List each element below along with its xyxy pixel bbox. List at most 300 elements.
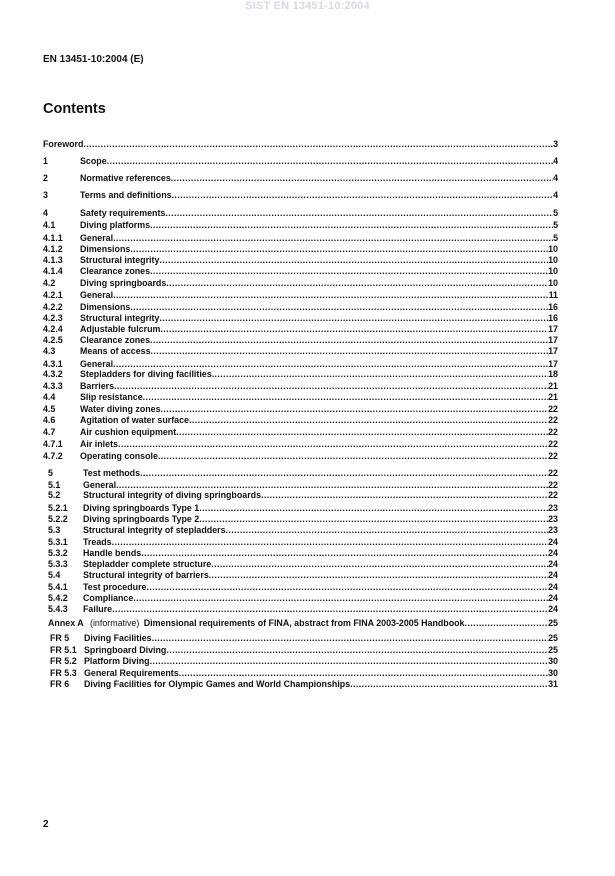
toc-entry-number: 5.4.3 bbox=[48, 604, 68, 614]
toc-entry-page: 23 bbox=[548, 525, 558, 535]
toc-entry-line bbox=[80, 381, 558, 392]
toc-entry-title bbox=[80, 451, 158, 462]
toc-entry-title bbox=[83, 570, 209, 581]
toc-entry[interactable] bbox=[0, 427, 615, 438]
toc-entry[interactable] bbox=[0, 548, 615, 559]
toc-entry-title bbox=[83, 548, 141, 559]
toc-entry-title bbox=[84, 656, 150, 667]
toc-entry-label: Operating console bbox=[80, 451, 158, 461]
toc-entry-number: FR 5.1 bbox=[50, 645, 77, 655]
toc-entry-line bbox=[80, 156, 558, 167]
toc-entry-page: 25 bbox=[548, 618, 558, 628]
toc-entry[interactable] bbox=[0, 369, 615, 380]
toc-entry-line bbox=[80, 233, 558, 244]
toc-entry-label: Slip resistance bbox=[80, 392, 143, 402]
toc-entry-line bbox=[83, 468, 558, 479]
toc-entry-number: FR 5 bbox=[50, 633, 70, 643]
toc-entry-label: Dimensions bbox=[80, 302, 131, 312]
toc-entry-label: Structural integrity bbox=[80, 255, 160, 265]
toc-entry-title bbox=[83, 490, 261, 501]
toc-entry-line bbox=[80, 335, 558, 346]
toc-leader-dots bbox=[133, 593, 548, 604]
toc-entry-line bbox=[80, 266, 558, 277]
toc-entry-page: 24 bbox=[548, 559, 558, 569]
toc-entry-line bbox=[83, 559, 558, 570]
toc-entry-page: 10 bbox=[548, 255, 558, 265]
toc-leader-dots bbox=[209, 570, 548, 581]
toc-entry-line bbox=[80, 278, 558, 289]
toc-entry-number: FR 5.3 bbox=[50, 668, 77, 678]
toc-entry-page: 16 bbox=[548, 302, 558, 312]
toc-entry[interactable] bbox=[0, 302, 615, 313]
toc-entry-title bbox=[80, 208, 165, 219]
toc-entry-line bbox=[80, 404, 558, 415]
toc-entry-title bbox=[80, 381, 114, 392]
toc-entry[interactable] bbox=[0, 404, 615, 415]
toc-entry-label: Scope bbox=[80, 156, 107, 166]
toc-entry-page: 24 bbox=[548, 582, 558, 592]
toc-leader-dots bbox=[160, 324, 548, 335]
toc-entry-label: Water diving zones bbox=[80, 404, 161, 414]
toc-entry-title bbox=[83, 525, 226, 536]
toc-entry-line bbox=[80, 290, 558, 301]
toc-entry-page: 17 bbox=[548, 335, 558, 345]
toc-entry-title bbox=[80, 392, 143, 403]
toc-entry-number: 4.4 bbox=[43, 392, 56, 402]
toc-entry-page: 5 bbox=[553, 208, 558, 218]
toc-entry-line bbox=[84, 679, 558, 690]
toc-entry-label: Test methods bbox=[83, 468, 141, 478]
toc-leader-dots bbox=[189, 415, 548, 426]
toc-leader-dots bbox=[130, 244, 548, 255]
toc-entry-title bbox=[80, 324, 160, 335]
toc-leader-dots bbox=[130, 302, 548, 313]
toc-leader-dots bbox=[199, 514, 548, 525]
toc-entry[interactable] bbox=[0, 559, 615, 570]
toc-entry-title bbox=[43, 139, 83, 150]
toc-entry[interactable] bbox=[0, 439, 615, 450]
toc-entry[interactable] bbox=[0, 570, 615, 581]
toc-entry-page: 17 bbox=[548, 324, 558, 334]
toc-entry-page: 16 bbox=[548, 313, 558, 323]
toc-entry-label: Diving Facilities bbox=[84, 633, 152, 643]
toc-entry-page: 18 bbox=[548, 369, 558, 379]
toc-entry[interactable] bbox=[0, 233, 615, 244]
toc-entry[interactable] bbox=[0, 618, 615, 629]
toc-entry-line bbox=[83, 514, 558, 525]
toc-entry-line bbox=[84, 633, 558, 644]
toc-entry-page: 24 bbox=[548, 570, 558, 580]
toc-leader-dots bbox=[171, 173, 553, 184]
toc-entry-title bbox=[80, 335, 150, 346]
toc-entry[interactable] bbox=[0, 415, 615, 426]
toc-entry[interactable] bbox=[0, 668, 615, 679]
toc-entry-label: Stepladders for diving facilities bbox=[80, 369, 212, 379]
toc-entry-page: 30 bbox=[548, 656, 558, 666]
toc-entry-title bbox=[80, 302, 130, 313]
toc-entry-number: 5.3.1 bbox=[48, 537, 68, 547]
toc-leader-dots bbox=[179, 668, 548, 679]
toc-entry-number: 4.1.3 bbox=[43, 255, 63, 265]
toc-entry-line bbox=[80, 220, 558, 231]
toc-entry[interactable] bbox=[0, 220, 615, 231]
toc-leader-dots bbox=[350, 679, 548, 690]
toc-entry-page: 22 bbox=[548, 439, 558, 449]
toc-entry-page: 4 bbox=[553, 190, 558, 200]
toc-entry-page: 4 bbox=[553, 156, 558, 166]
standard-header: EN 13451-10:2004 (E) bbox=[43, 54, 144, 65]
toc-leader-dots bbox=[141, 548, 548, 559]
toc-entry-label: Treads bbox=[83, 537, 112, 547]
toc-entry-label: Agitation of water surface bbox=[80, 415, 189, 425]
toc-entry[interactable] bbox=[0, 324, 615, 335]
toc-entry-number: 5.2 bbox=[48, 490, 61, 500]
toc-entry[interactable] bbox=[0, 255, 615, 266]
toc-entry-label: General bbox=[83, 480, 117, 490]
toc-entry-line bbox=[80, 369, 558, 380]
toc-entry-page: 22 bbox=[548, 480, 558, 490]
toc-leader-dots bbox=[226, 525, 549, 536]
toc-entry-page: 22 bbox=[548, 415, 558, 425]
toc-entry-title bbox=[80, 313, 159, 324]
toc-entry[interactable] bbox=[0, 679, 615, 690]
toc-entry-line bbox=[80, 427, 558, 438]
toc-entry-label: Adjustable fulcrum bbox=[80, 324, 161, 334]
toc-entry-title bbox=[80, 190, 172, 201]
toc-entry-page: 25 bbox=[548, 645, 558, 655]
toc-entry-label: Structural integrity of stepladders bbox=[83, 525, 226, 535]
toc-entry[interactable] bbox=[0, 313, 615, 324]
toc-leader-dots bbox=[112, 537, 549, 548]
toc-entry-label: Diving Facilities for Olympic Games and World Championships bbox=[84, 679, 351, 689]
toc-leader-dots bbox=[161, 404, 549, 415]
toc-entry-number: 4.3.2 bbox=[43, 369, 63, 379]
toc-entry-label: General bbox=[80, 233, 114, 243]
toc-entry[interactable] bbox=[0, 656, 615, 667]
toc-entry-title bbox=[80, 173, 171, 184]
toc-entry-page: 21 bbox=[548, 392, 558, 402]
toc-entry[interactable] bbox=[0, 392, 615, 403]
toc-entry-label: Air inlets bbox=[80, 439, 118, 449]
toc-entry-number: 5.3.3 bbox=[48, 559, 68, 569]
toc-entry-label: General bbox=[80, 290, 114, 300]
toc-entry-label: Compliance bbox=[83, 593, 134, 603]
toc-entry-number: FR 5.2 bbox=[50, 656, 77, 666]
toc-entry-line bbox=[83, 503, 558, 514]
toc-entry-title bbox=[80, 369, 212, 380]
toc-leader-dots bbox=[113, 233, 553, 244]
toc-entry-page: 22 bbox=[548, 427, 558, 437]
toc-entry-page: 17 bbox=[548, 359, 558, 369]
toc-entry[interactable] bbox=[0, 139, 615, 150]
toc-entry[interactable] bbox=[0, 381, 615, 392]
toc-entry-title bbox=[83, 514, 199, 525]
toc-entry-number: 3 bbox=[43, 190, 48, 200]
toc-entry-number: 2 bbox=[43, 173, 48, 183]
toc-entry-number: 4.1 bbox=[43, 220, 56, 230]
toc-entry-label: Barriers bbox=[80, 381, 115, 391]
toc-leader-dots bbox=[166, 645, 548, 656]
toc-entry-number: 5 bbox=[48, 468, 53, 478]
toc-entry-label: Dimensions bbox=[80, 244, 131, 254]
toc-leader-dots bbox=[107, 156, 553, 167]
toc-entry-label: Springboard Diving bbox=[84, 645, 167, 655]
toc-entry-title bbox=[80, 220, 150, 231]
toc-leader-dots bbox=[140, 468, 548, 479]
toc-entry-line bbox=[83, 525, 558, 536]
toc-entry-number: Annex A bbox=[48, 618, 84, 628]
toc-entry-number: 4.2 bbox=[43, 278, 56, 288]
toc-entry-number: 4.5 bbox=[43, 404, 56, 414]
toc-entry-number: 4.3.1 bbox=[43, 359, 63, 369]
toc-entry[interactable] bbox=[0, 604, 615, 615]
toc-leader-dots bbox=[113, 290, 549, 301]
toc-entry-title bbox=[83, 537, 112, 548]
toc-entry-line bbox=[80, 324, 558, 335]
toc-leader-dots bbox=[83, 139, 553, 150]
page-number: 2 bbox=[43, 819, 49, 830]
toc-entry-page: 23 bbox=[548, 514, 558, 524]
toc-entry-title bbox=[83, 559, 211, 570]
toc-entry-page: 11 bbox=[548, 290, 558, 300]
toc-entry[interactable] bbox=[0, 208, 615, 219]
toc-entry-number: 4.2.2 bbox=[43, 302, 63, 312]
toc-entry[interactable] bbox=[0, 514, 615, 525]
toc-leader-dots bbox=[176, 427, 548, 438]
toc-entry-page: 10 bbox=[548, 266, 558, 276]
toc-entry-label: Air cushion equipment bbox=[80, 427, 177, 437]
toc-entry-page: 17 bbox=[548, 346, 558, 356]
toc-entry-number: 4.7 bbox=[43, 427, 56, 437]
toc-entry-line bbox=[80, 302, 558, 313]
toc-entry-title bbox=[80, 404, 161, 415]
toc-entry-number: 4.2.3 bbox=[43, 313, 63, 323]
toc-entry-label: Failure bbox=[83, 604, 113, 614]
toc-entry-line bbox=[80, 439, 558, 450]
toc-entry-title bbox=[83, 593, 133, 604]
toc-entry[interactable] bbox=[0, 525, 615, 536]
watermark: SIST EN 13451-10:2004 bbox=[245, 0, 370, 12]
toc-entry-line bbox=[43, 139, 558, 150]
toc-entry-number: 4.1.4 bbox=[43, 266, 63, 276]
toc-entry-page: 5 bbox=[553, 220, 558, 230]
toc-entry-title bbox=[80, 415, 189, 426]
toc-leader-dots bbox=[158, 451, 548, 462]
toc-entry[interactable] bbox=[0, 346, 615, 357]
toc-leader-dots bbox=[146, 582, 548, 593]
toc-leader-dots bbox=[172, 190, 554, 201]
toc-entry-line bbox=[83, 570, 558, 581]
toc-entry-title bbox=[80, 233, 113, 244]
toc-entry[interactable] bbox=[0, 290, 615, 301]
toc-entry[interactable] bbox=[0, 537, 615, 548]
toc-entry-title bbox=[84, 668, 179, 679]
toc-entry-annex-type: (informative) bbox=[90, 618, 140, 628]
toc-entry-line bbox=[84, 656, 558, 667]
toc-entry[interactable] bbox=[0, 190, 615, 201]
toc-entry-line bbox=[80, 451, 558, 462]
toc-entry-title bbox=[83, 468, 140, 479]
toc-entry-label: Clearance zones bbox=[80, 266, 151, 276]
toc-leader-dots bbox=[159, 255, 548, 266]
toc-entry-label: Diving springboards bbox=[80, 278, 167, 288]
toc-entry[interactable] bbox=[0, 451, 615, 462]
toc-entry-page: 22 bbox=[548, 451, 558, 461]
toc-leader-dots bbox=[114, 381, 548, 392]
toc-entry-label: Terms and definitions bbox=[80, 190, 172, 200]
toc-entry-number: 5.1 bbox=[48, 480, 61, 490]
toc-entry-label: Foreword bbox=[43, 139, 84, 149]
toc-entry-label: Platform Diving bbox=[84, 656, 150, 666]
toc-entry-label: Clearance zones bbox=[80, 335, 151, 345]
toc-entry-line bbox=[84, 668, 558, 679]
toc-entry-line bbox=[80, 173, 558, 184]
toc-entry-title bbox=[83, 582, 146, 593]
toc-entry[interactable] bbox=[0, 266, 615, 277]
toc-entry[interactable] bbox=[0, 335, 615, 346]
toc-entry-label: Normative references bbox=[80, 173, 171, 183]
toc-entry-line bbox=[83, 604, 558, 615]
toc-entry-line bbox=[80, 313, 558, 324]
toc-entry-number: 4.7.1 bbox=[43, 439, 63, 449]
toc-entry[interactable] bbox=[0, 173, 615, 184]
toc-entry-number: 4.2.1 bbox=[43, 290, 63, 300]
toc-entry-line bbox=[80, 208, 558, 219]
toc-entry-line bbox=[90, 618, 558, 629]
toc-entry-label: Diving springboards Type 2 bbox=[83, 514, 200, 524]
toc-entry-page: 24 bbox=[548, 537, 558, 547]
toc-entry-number: 4.2.4 bbox=[43, 324, 63, 334]
toc-entry-number: 4.2.5 bbox=[43, 335, 63, 345]
toc-entry-title bbox=[84, 645, 166, 656]
toc-entry-label: Diving platforms bbox=[80, 220, 151, 230]
toc-entry-page: 10 bbox=[548, 244, 558, 254]
toc-entry-title bbox=[83, 503, 199, 514]
toc-leader-dots bbox=[152, 633, 549, 644]
toc-entry-title bbox=[84, 633, 152, 644]
toc-entry[interactable] bbox=[0, 468, 615, 479]
toc-entry-label: Handle bends bbox=[83, 548, 142, 558]
toc-entry-line bbox=[80, 244, 558, 255]
toc-entry-label: Structural integrity bbox=[80, 313, 160, 323]
toc-entry-number: 5.4 bbox=[48, 570, 61, 580]
page-title: Contents bbox=[43, 101, 106, 117]
toc-entry-page: 3 bbox=[553, 139, 558, 149]
toc-entry-title bbox=[83, 604, 112, 615]
toc-entry-title bbox=[80, 290, 113, 301]
toc-entry-label: Safety requirements bbox=[80, 208, 166, 218]
toc-entry[interactable] bbox=[0, 156, 615, 167]
toc-entry-number: 5.3 bbox=[48, 525, 61, 535]
toc-entry-line bbox=[80, 392, 558, 403]
toc-entry[interactable] bbox=[0, 593, 615, 604]
toc-entry-page: 21 bbox=[548, 381, 558, 391]
toc-entry-number: 4.1.1 bbox=[43, 233, 63, 243]
toc-entry-label: Structural integrity of diving springboards bbox=[83, 490, 262, 500]
toc-leader-dots bbox=[199, 503, 548, 514]
toc-leader-dots bbox=[150, 220, 553, 231]
toc-leader-dots bbox=[165, 208, 553, 219]
toc-entry-line bbox=[83, 593, 558, 604]
toc-entry-line bbox=[80, 346, 558, 357]
toc-entry-page: 24 bbox=[548, 593, 558, 603]
toc-entry-title bbox=[80, 427, 176, 438]
toc-leader-dots bbox=[143, 392, 548, 403]
toc-entry-number: 5.2.2 bbox=[48, 514, 68, 524]
toc-entry-label: Test procedure bbox=[83, 582, 147, 592]
toc-leader-dots bbox=[166, 278, 548, 289]
toc-entry-page: 31 bbox=[548, 679, 558, 689]
toc-leader-dots bbox=[150, 335, 548, 346]
toc-entry-line bbox=[83, 548, 558, 559]
toc-entry-number: 4.3.3 bbox=[43, 381, 63, 391]
toc-entry-line bbox=[83, 490, 558, 501]
toc-entry-number: 4 bbox=[43, 208, 48, 218]
toc-entry-number: 4.6 bbox=[43, 415, 56, 425]
toc-entry-number: 1 bbox=[43, 156, 48, 166]
toc-leader-dots bbox=[150, 266, 548, 277]
toc-entry-page: 4 bbox=[553, 173, 558, 183]
toc-entry-title bbox=[80, 278, 166, 289]
toc-leader-dots bbox=[150, 656, 549, 667]
toc-entry-number: 4.3 bbox=[43, 346, 56, 356]
toc-entry-line bbox=[83, 582, 558, 593]
toc-entry-page: 10 bbox=[548, 278, 558, 288]
toc-leader-dots bbox=[211, 559, 548, 570]
toc-entry-page: 25 bbox=[548, 633, 558, 643]
toc-entry-number: 5.2.1 bbox=[48, 503, 68, 513]
toc-entry-number: FR 6 bbox=[50, 679, 70, 689]
toc-entry-title bbox=[80, 346, 151, 357]
toc-entry-line bbox=[80, 255, 558, 266]
toc-entry-number: 5.4.1 bbox=[48, 582, 68, 592]
toc-entry-number: 4.7.2 bbox=[43, 451, 63, 461]
toc-entry-title bbox=[80, 439, 118, 450]
toc-entry[interactable] bbox=[0, 582, 615, 593]
toc-entry[interactable] bbox=[0, 633, 615, 644]
toc-entry[interactable] bbox=[0, 645, 615, 656]
toc-leader-dots bbox=[212, 369, 548, 380]
toc-entry-label: Dimensional requirements of FINA, abstract from FINA 2003-2005 Handbook bbox=[143, 618, 465, 628]
toc-entry-page: 22 bbox=[548, 490, 558, 500]
toc-leader-dots bbox=[118, 439, 548, 450]
toc-leader-dots bbox=[112, 604, 548, 615]
toc-entry-number: 5.3.2 bbox=[48, 548, 68, 558]
toc-leader-dots bbox=[465, 618, 549, 629]
toc-entry-title bbox=[80, 244, 130, 255]
toc-entry-title bbox=[80, 266, 150, 277]
toc-entry-title bbox=[80, 156, 107, 167]
toc-entry[interactable] bbox=[0, 244, 615, 255]
toc-leader-dots bbox=[159, 313, 548, 324]
toc-entry[interactable] bbox=[0, 278, 615, 289]
toc-leader-dots bbox=[261, 490, 548, 501]
toc-entry-label: General bbox=[80, 359, 114, 369]
toc-entry-number: 4.1.2 bbox=[43, 244, 63, 254]
toc-entry-page: 22 bbox=[548, 404, 558, 414]
toc-entry[interactable] bbox=[0, 490, 615, 501]
toc-entry-label: Stepladder complete structure bbox=[83, 559, 212, 569]
toc-entry-line bbox=[83, 537, 558, 548]
toc-entry-number: 5.4.2 bbox=[48, 593, 68, 603]
toc-entry-title bbox=[84, 679, 350, 690]
toc-entry-label: General Requirements bbox=[84, 668, 179, 678]
toc-entry-line bbox=[80, 415, 558, 426]
toc-entry-line bbox=[80, 190, 558, 201]
toc-leader-dots bbox=[151, 346, 549, 357]
toc-entry-line bbox=[84, 645, 558, 656]
toc-entry[interactable] bbox=[0, 503, 615, 514]
